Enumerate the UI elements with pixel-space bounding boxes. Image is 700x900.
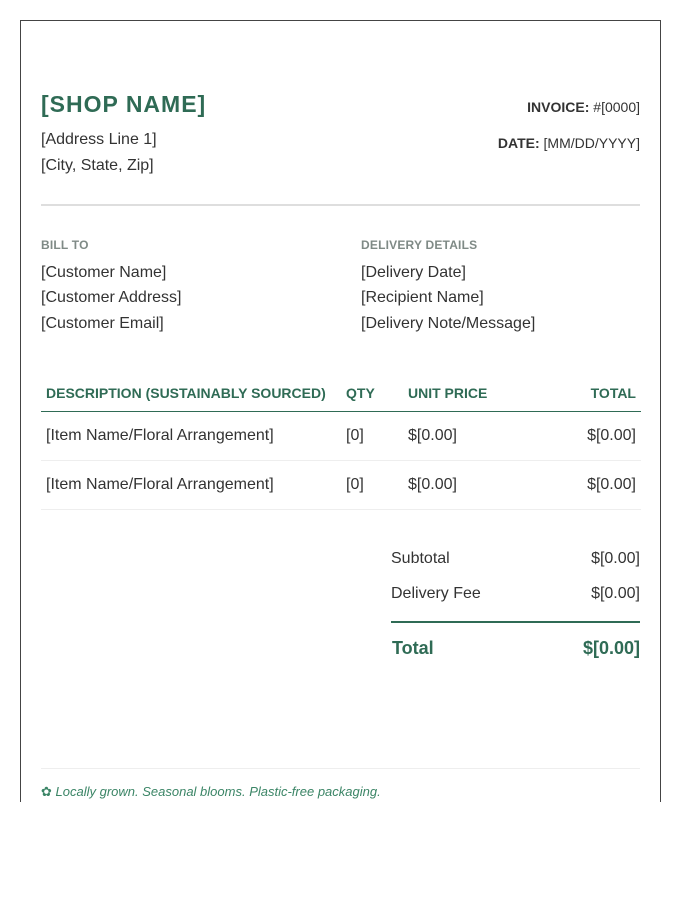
footer-note — [41, 784, 381, 800]
subtotal-label: Subtotal — [391, 550, 450, 567]
flower-icon: ✿ — [41, 784, 52, 799]
total-label: Total — [392, 638, 434, 658]
delivery-fee-label: Delivery Fee — [391, 585, 481, 602]
item-qty: [0] — [341, 461, 403, 510]
item-qty: [0] — [341, 412, 403, 461]
invoice-date-label: DATE: — [497, 135, 540, 151]
invoice-page — [20, 20, 661, 802]
shop-city-state-zip: [City, State, Zip] — [41, 157, 154, 174]
column-header-total: TOTAL — [533, 375, 641, 412]
footer-divider — [41, 768, 640, 769]
items-table — [41, 375, 641, 510]
invoice-number-value: #[0000] — [593, 99, 640, 115]
bill-to-customer-address: [Customer Address] — [41, 289, 182, 306]
column-header-qty: QTY — [341, 375, 403, 412]
bill-to-customer-name: [Customer Name] — [41, 264, 167, 281]
item-description: [Item Name/Floral Arrangement] — [41, 461, 341, 510]
item-unit-price: $[0.00] — [403, 461, 533, 510]
column-header-unit-price: UNIT PRICE — [403, 375, 533, 412]
column-header-description: DESCRIPTION (SUSTAINABLY SOURCED) — [41, 375, 341, 412]
item-total: $[0.00] — [533, 412, 641, 461]
items-table-header-row — [41, 375, 641, 412]
shop-address-line1: [Address Line 1] — [41, 131, 157, 148]
total-divider — [391, 621, 640, 623]
delivery-fee-value: $[0.00] — [591, 585, 640, 602]
delivery-date: [Delivery Date] — [361, 264, 466, 281]
bill-to-label: BILL TO — [41, 238, 89, 252]
item-unit-price: $[0.00] — [403, 412, 533, 461]
invoice-number — [527, 99, 640, 115]
delivery-note: [Delivery Note/Message] — [361, 315, 536, 332]
delivery-recipient-name: [Recipient Name] — [361, 289, 484, 306]
bill-to-customer-email: [Customer Email] — [41, 315, 164, 332]
invoice-number-label: INVOICE: — [527, 99, 590, 115]
invoice-date — [498, 135, 640, 151]
subtotal-value: $[0.00] — [591, 550, 640, 567]
invoice-date-value: [MM/DD/YYYY] — [543, 135, 640, 151]
item-description: [Item Name/Floral Arrangement] — [41, 412, 341, 461]
header-divider — [41, 204, 640, 206]
delivery-details-label: DELIVERY DETAILS — [361, 238, 478, 252]
footer-text: Locally grown. Seasonal blooms. Plastic-free packaging. — [55, 784, 381, 799]
table-row — [41, 412, 641, 461]
total-value: $[0.00] — [582, 638, 640, 658]
shop-name: [SHOP NAME] — [41, 91, 207, 117]
table-row — [41, 461, 641, 510]
item-total: $[0.00] — [533, 461, 641, 510]
